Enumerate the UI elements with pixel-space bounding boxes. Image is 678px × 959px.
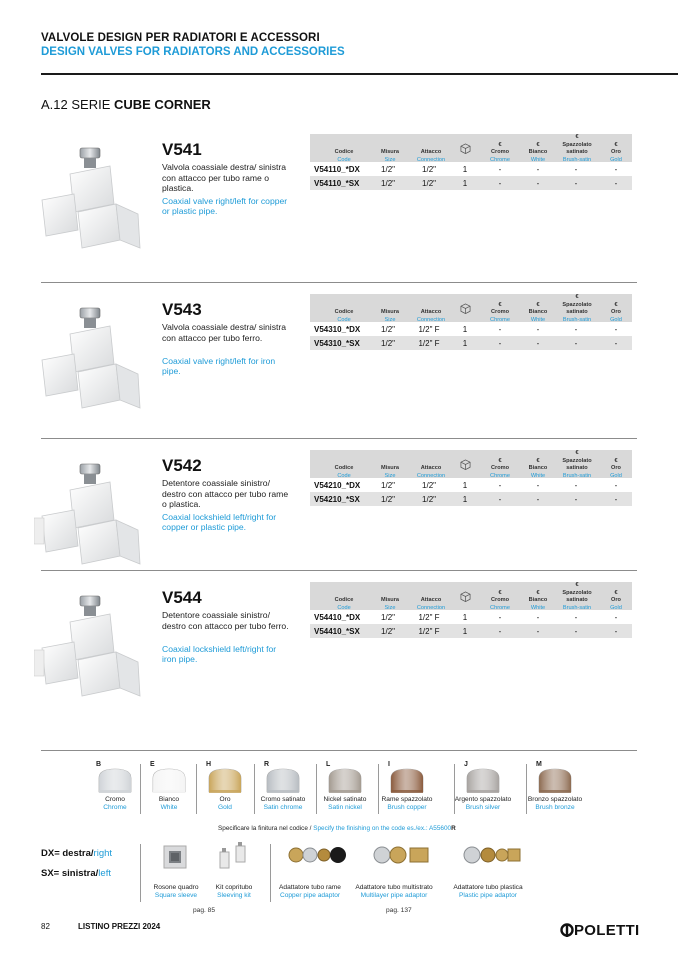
cell-bianco: - — [536, 325, 540, 334]
product-code: V541 — [162, 140, 202, 159]
package-box-icon — [460, 459, 470, 469]
cell-bianco: - — [536, 481, 540, 490]
cell-size: 1/2" — [381, 481, 395, 490]
header-label-it: Spazzolato — [562, 589, 592, 596]
header-label-en: Gold — [610, 156, 622, 163]
cell-cromo: - — [498, 325, 502, 334]
header-label-en: Code — [337, 316, 351, 323]
euro-icon: € — [536, 141, 540, 148]
section-divider — [41, 438, 637, 439]
cell-spaz: - — [574, 339, 578, 348]
col-gold-header — [604, 142, 628, 165]
finish-divider — [378, 764, 379, 814]
euro-icon: € — [498, 457, 502, 464]
header-label-en: Connection — [416, 156, 446, 163]
cell-code: V54110_*DX — [314, 165, 360, 174]
cell-code: V54410_*DX — [314, 613, 361, 622]
header-label-it: Bianco — [528, 149, 548, 155]
product-image — [34, 592, 154, 717]
col-white-header — [522, 302, 554, 325]
euro-icon: € — [614, 457, 618, 464]
page-ref-left: pag. 85 — [193, 907, 215, 914]
header-label-it: Attacco — [420, 465, 442, 471]
product-description-en: Coaxial lockshield left/right for iron pipe. — [162, 643, 277, 664]
accessory-label-en: Square sleeve — [154, 892, 198, 899]
cell-size: 1/2" — [381, 179, 395, 188]
cell-spaz: - — [574, 165, 578, 174]
cell-cromo: - — [498, 339, 502, 348]
header-label-en: Gold — [610, 604, 622, 611]
accessory-label-en: Plastic pipe adaptor — [459, 892, 517, 899]
header-label-it: Bianco — [528, 597, 548, 603]
accessory-label-it: Adattatore tubo rame — [279, 884, 341, 891]
product-description-it: Detentore coassiale sinistro/ destro con attacco per tubo ferro. — [162, 610, 289, 631]
cell-size: 1/2" — [381, 495, 395, 504]
euro-icon: € — [498, 141, 502, 148]
header-divider — [41, 73, 678, 75]
header-label-it: Codice — [334, 597, 354, 603]
col-chrome-header — [482, 142, 518, 165]
cell-spaz: - — [574, 495, 578, 504]
accessory-divider — [140, 844, 141, 902]
cell-conn: 1/2" F — [418, 627, 440, 636]
euro-icon: € — [536, 301, 540, 308]
cell-cromo: - — [498, 613, 502, 622]
euro-icon: € — [498, 301, 502, 308]
finish-cap-icon — [150, 766, 188, 799]
finish-name — [248, 796, 318, 812]
finish-cap-icon — [464, 766, 502, 799]
header-label-it: Spazzolato — [562, 301, 592, 308]
header-label-it: Oro — [611, 597, 621, 603]
cell-cromo: - — [498, 179, 502, 188]
product-description-it: Valvola coassiale destra/ sinistra con attacco per tubo ferro. — [162, 322, 287, 343]
cell-oro: - — [614, 495, 618, 504]
header-label-en: Gold — [610, 472, 622, 479]
accessory-label — [354, 884, 434, 900]
header-label-it: Oro — [611, 465, 621, 471]
finish-name-en: White — [160, 804, 178, 811]
legend-dx-label: DX= destra/ — [41, 848, 94, 859]
cell-bianco: - — [536, 339, 540, 348]
accessory-label-en: Copper pipe adaptor — [279, 892, 341, 899]
header-label-en: Size — [384, 604, 396, 611]
table-row — [310, 492, 632, 506]
product-description-en: Coaxial valve right/left for iron pipe. — [162, 355, 276, 376]
square-sleeve-icon — [160, 842, 190, 877]
finish-divider — [196, 764, 197, 814]
footer-page-number: 82 — [41, 922, 50, 931]
col-brush-satin-header — [554, 450, 600, 480]
cell-size: 1/2" — [381, 613, 395, 622]
spec-note-suffix: R — [451, 825, 456, 832]
table-row — [310, 336, 632, 350]
cell-qty: 1 — [462, 613, 468, 622]
table-row — [310, 624, 632, 638]
finish-letter: E — [150, 761, 155, 768]
header-label-it: Cromo — [490, 597, 510, 603]
cell-size: 1/2" — [381, 165, 395, 174]
cell-conn: 1/2" — [422, 495, 436, 504]
euro-icon: € — [536, 457, 540, 464]
cell-bianco: - — [536, 613, 540, 622]
spec-note — [218, 825, 456, 832]
finish-divider — [526, 764, 527, 814]
header-label-it: Misura — [380, 465, 400, 471]
product-description-it: Valvola coassiale destra/ sinistra con attacco per tubo rame o plastica. — [162, 162, 287, 193]
cell-spaz: - — [574, 613, 578, 622]
header-label-en: Brush-satin — [562, 472, 592, 479]
section-prefix: A.12 SERIE — [41, 97, 114, 112]
package-box-icon — [460, 143, 470, 153]
header-label-it: Oro — [611, 309, 621, 315]
price-table — [310, 294, 632, 350]
finish-letter: M — [536, 761, 542, 768]
section-title — [41, 97, 211, 112]
plastic-adaptor-icon — [462, 842, 522, 873]
cell-qty: 1 — [462, 325, 468, 334]
header-label-en: Code — [337, 156, 351, 163]
col-chrome-header — [482, 302, 518, 325]
header-label-it: Spazzolato — [562, 141, 592, 148]
cell-spaz: - — [574, 325, 578, 334]
euro-icon: € — [575, 582, 579, 588]
cell-bianco: - — [536, 165, 540, 174]
header-label-en: Size — [384, 316, 396, 323]
cell-qty: 1 — [462, 179, 468, 188]
header-label-it: Attacco — [420, 149, 442, 155]
price-table — [310, 450, 632, 506]
header-label-it: Codice — [334, 465, 354, 471]
finish-letter: B — [96, 761, 102, 768]
euro-icon: € — [575, 450, 579, 456]
product-image — [34, 304, 154, 429]
accessory-label — [194, 884, 274, 900]
header-label-en: Chrome — [490, 472, 510, 479]
logo-text: POLETTI — [574, 922, 640, 939]
finish-cap-icon — [96, 766, 134, 799]
header-label-it: Misura — [380, 597, 400, 603]
finish-cap-icon — [264, 766, 302, 799]
cell-oro: - — [614, 325, 618, 334]
finish-cap-icon — [326, 766, 364, 799]
cell-conn: 1/2" — [422, 165, 436, 174]
cell-bianco: - — [536, 179, 540, 188]
cell-code: V54210_*DX — [314, 481, 361, 490]
header-label-it: Misura — [380, 309, 400, 315]
header-label-en: White — [530, 604, 546, 611]
section-divider — [41, 570, 637, 571]
product-description-en: Coaxial lockshield left/right for copper or plastic pipe. — [162, 511, 277, 532]
product-code: V544 — [162, 588, 202, 607]
section-name: CUBE CORNER — [113, 97, 211, 112]
euro-icon: € — [575, 134, 579, 140]
header-label-it: Spazzolato — [562, 457, 592, 464]
header-label-it: Cromo — [490, 465, 510, 471]
finish-cap-icon — [388, 766, 426, 799]
header-label-it: Codice — [334, 149, 354, 155]
product-description-en: Coaxial valve right/left for copper or plastic pipe. — [162, 195, 288, 216]
finish-letter: J — [464, 761, 468, 768]
table-row — [310, 162, 632, 176]
spec-note-it: Specificare la finitura nel codice / — [218, 825, 314, 832]
legend-sx-label: SX= sinistra/ — [41, 868, 99, 879]
cell-conn: 1/2" F — [418, 339, 440, 348]
cell-qty: 1 — [462, 165, 468, 174]
header-label-en: Size — [384, 472, 396, 479]
cell-code: V54310_*SX — [314, 339, 360, 348]
price-table-header — [310, 294, 632, 322]
legend-dx-en: right — [93, 848, 113, 859]
col-gold-header — [604, 458, 628, 481]
cell-code: V54410_*SX — [314, 627, 360, 636]
price-table — [310, 134, 632, 190]
finish-name-it: Nickel satinato — [323, 796, 367, 803]
product-image — [34, 144, 154, 269]
cell-cromo: - — [498, 165, 502, 174]
cell-spaz: - — [574, 627, 578, 636]
header-label-en: Connection — [416, 604, 446, 611]
cell-oro: - — [614, 179, 618, 188]
accessory-label — [448, 884, 528, 900]
finish-divider — [140, 764, 141, 814]
header-label-en: Gold — [610, 316, 622, 323]
accessory-divider — [270, 844, 271, 902]
finish-name-en: Satin chrome — [263, 804, 303, 811]
col-brush-satin-header — [554, 294, 600, 324]
finish-name-en: Chrome — [103, 804, 127, 811]
euro-icon: € — [536, 589, 540, 596]
table-row — [310, 322, 632, 336]
footer-label: LISTINO PREZZI 2024 — [78, 922, 161, 931]
euro-icon: € — [614, 589, 618, 596]
accessory-label-it: Kit copritubo — [215, 884, 253, 891]
table-row — [310, 176, 632, 190]
cell-bianco: - — [536, 495, 540, 504]
accessory-label-it: Adattatore tubo multistrato — [355, 884, 433, 891]
header-label-it: Bianco — [528, 465, 548, 471]
cell-qty: 1 — [462, 481, 468, 490]
col-gold-header — [604, 302, 628, 325]
header-label-it-2: satinato — [566, 149, 588, 155]
accessory-label-en: Multilayer pipe adaptor — [360, 892, 428, 899]
col-chrome-header — [482, 458, 518, 481]
cell-size: 1/2" — [381, 325, 395, 334]
header-label-en: Code — [337, 472, 351, 479]
header-label-en: Chrome — [490, 156, 510, 163]
col-white-header — [522, 142, 554, 165]
finish-divider — [454, 764, 455, 814]
package-box-icon — [460, 303, 470, 313]
header-label-en: Connection — [416, 316, 446, 323]
header-label-it: Bianco — [528, 309, 548, 315]
cell-oro: - — [614, 165, 618, 174]
logo-icon — [560, 923, 574, 937]
finish-name-en: Satin nickel — [328, 804, 362, 811]
header-label-en: Brush-satin — [562, 316, 592, 323]
finish-name-it: Rame spazzolato — [381, 796, 433, 803]
cell-cromo: - — [498, 481, 502, 490]
finish-divider — [316, 764, 317, 814]
accessory-label — [270, 884, 350, 900]
euro-icon: € — [614, 141, 618, 148]
page-ref-right: pag. 137 — [386, 907, 412, 914]
header-label-it: Attacco — [420, 309, 442, 315]
product-description-it: Detentore coassiale sinistro/ destro con attacco per tubo rame o plastica. — [162, 478, 289, 509]
finish-divider — [254, 764, 255, 814]
price-table — [310, 582, 632, 638]
header-label-it: Attacco — [420, 597, 442, 603]
header-label-it-2: satinato — [566, 597, 588, 603]
accessory-label-it: Rosone quadro — [153, 884, 199, 891]
cell-size: 1/2" — [381, 627, 395, 636]
header-title-it: VALVOLE DESIGN PER RADIATORI E ACCESSORI — [41, 32, 320, 44]
cell-spaz: - — [574, 481, 578, 490]
header-title-en: DESIGN VALVES FOR RADIATORS AND ACCESSORIES — [41, 46, 345, 58]
header-label-en: Size — [384, 156, 396, 163]
cell-conn: 1/2" — [422, 179, 436, 188]
cell-size: 1/2" — [381, 339, 395, 348]
header-label-en: White — [530, 472, 546, 479]
table-row — [310, 610, 632, 624]
finish-cap-icon — [206, 766, 244, 799]
header-label-en: White — [530, 316, 546, 323]
section-divider — [41, 282, 637, 283]
col-white-header — [522, 458, 554, 481]
cell-qty: 1 — [462, 627, 468, 636]
header-label-en: Chrome — [490, 316, 510, 323]
finish-name-it: Cromo — [105, 796, 125, 803]
cell-oro: - — [614, 613, 618, 622]
package-box-icon — [460, 591, 470, 601]
finish-name-it: Cromo satinato — [260, 796, 306, 803]
col-gold-header — [604, 590, 628, 613]
legend-sx — [41, 868, 111, 879]
price-table-header — [310, 134, 632, 162]
cell-code: V54310_*DX — [314, 325, 361, 334]
header-label-en: Connection — [416, 472, 446, 479]
cell-cromo: - — [498, 495, 502, 504]
cell-conn: 1/2" F — [418, 613, 440, 622]
euro-icon: € — [614, 301, 618, 308]
brand-logo — [560, 922, 639, 939]
header-label-it: Misura — [380, 149, 400, 155]
header-label-it: Cromo — [490, 309, 510, 315]
header-label-en: Code — [337, 604, 351, 611]
finish-letter: I — [388, 761, 390, 768]
product-code: V543 — [162, 300, 202, 319]
cell-conn: 1/2" — [422, 481, 436, 490]
finish-name-it: Oro — [219, 796, 231, 803]
cell-cromo: - — [498, 627, 502, 636]
cell-qty: 1 — [462, 495, 468, 504]
cell-code: V54110_*SX — [314, 179, 360, 188]
product-image — [34, 460, 154, 585]
finish-name-en: Brush copper — [387, 804, 427, 811]
finish-name-en: Gold — [218, 804, 232, 811]
multilayer-adaptor-icon — [372, 842, 432, 873]
header-label-en: Chrome — [490, 604, 510, 611]
finish-letter: H — [206, 761, 212, 768]
header-label-it: Cromo — [490, 149, 510, 155]
col-chrome-header — [482, 590, 518, 613]
finish-name-it: Bronzo spazzolato — [527, 796, 583, 803]
finishes-divider — [41, 750, 637, 751]
finish-letter: R — [264, 761, 270, 768]
header-label-en: Brush-satin — [562, 156, 592, 163]
col-white-header — [522, 590, 554, 613]
cell-bianco: - — [536, 627, 540, 636]
cell-conn: 1/2" F — [418, 325, 440, 334]
finish-name-it: Argento spazzolato — [454, 796, 512, 803]
copper-adaptor-icon — [288, 842, 348, 873]
header-label-it-2: satinato — [566, 465, 588, 471]
euro-icon: € — [498, 589, 502, 596]
table-row — [310, 478, 632, 492]
sleeving-kit-icon — [214, 842, 254, 877]
header-label-it: Oro — [611, 149, 621, 155]
price-table-header — [310, 450, 632, 478]
finish-name — [372, 796, 442, 812]
finish-name-en: Brush bronze — [535, 804, 575, 811]
header-label-it-2: satinato — [566, 309, 588, 315]
price-table-header — [310, 582, 632, 610]
header-label-en: Brush-satin — [562, 604, 592, 611]
col-brush-satin-header — [554, 582, 600, 612]
header-label-en: White — [530, 156, 546, 163]
legend-sx-en: left — [98, 868, 111, 879]
finish-name — [310, 796, 380, 812]
col-brush-satin-header — [554, 134, 600, 164]
finish-cap-icon — [536, 766, 574, 799]
finish-letter: L — [326, 761, 331, 768]
euro-icon: € — [575, 294, 579, 300]
cell-spaz: - — [574, 179, 578, 188]
cell-oro: - — [614, 481, 618, 490]
cell-qty: 1 — [462, 339, 468, 348]
finish-name — [520, 796, 590, 812]
header-label-it: Codice — [334, 309, 354, 315]
product-code: V542 — [162, 456, 202, 475]
accessory-label-it: Adattatore tubo plastica — [453, 884, 523, 891]
finish-name-it: Bianco — [158, 796, 180, 803]
cell-code: V54210_*SX — [314, 495, 360, 504]
accessory-label-en: Sleeving kit — [217, 892, 251, 899]
legend-dx — [41, 848, 112, 859]
cell-oro: - — [614, 627, 618, 636]
finish-name-en: Brush silver — [465, 804, 501, 811]
spec-note-en: Specify the finishing on the code es./ex.: A55600 — [313, 825, 452, 832]
finish-name — [448, 796, 518, 812]
cell-oro: - — [614, 339, 618, 348]
